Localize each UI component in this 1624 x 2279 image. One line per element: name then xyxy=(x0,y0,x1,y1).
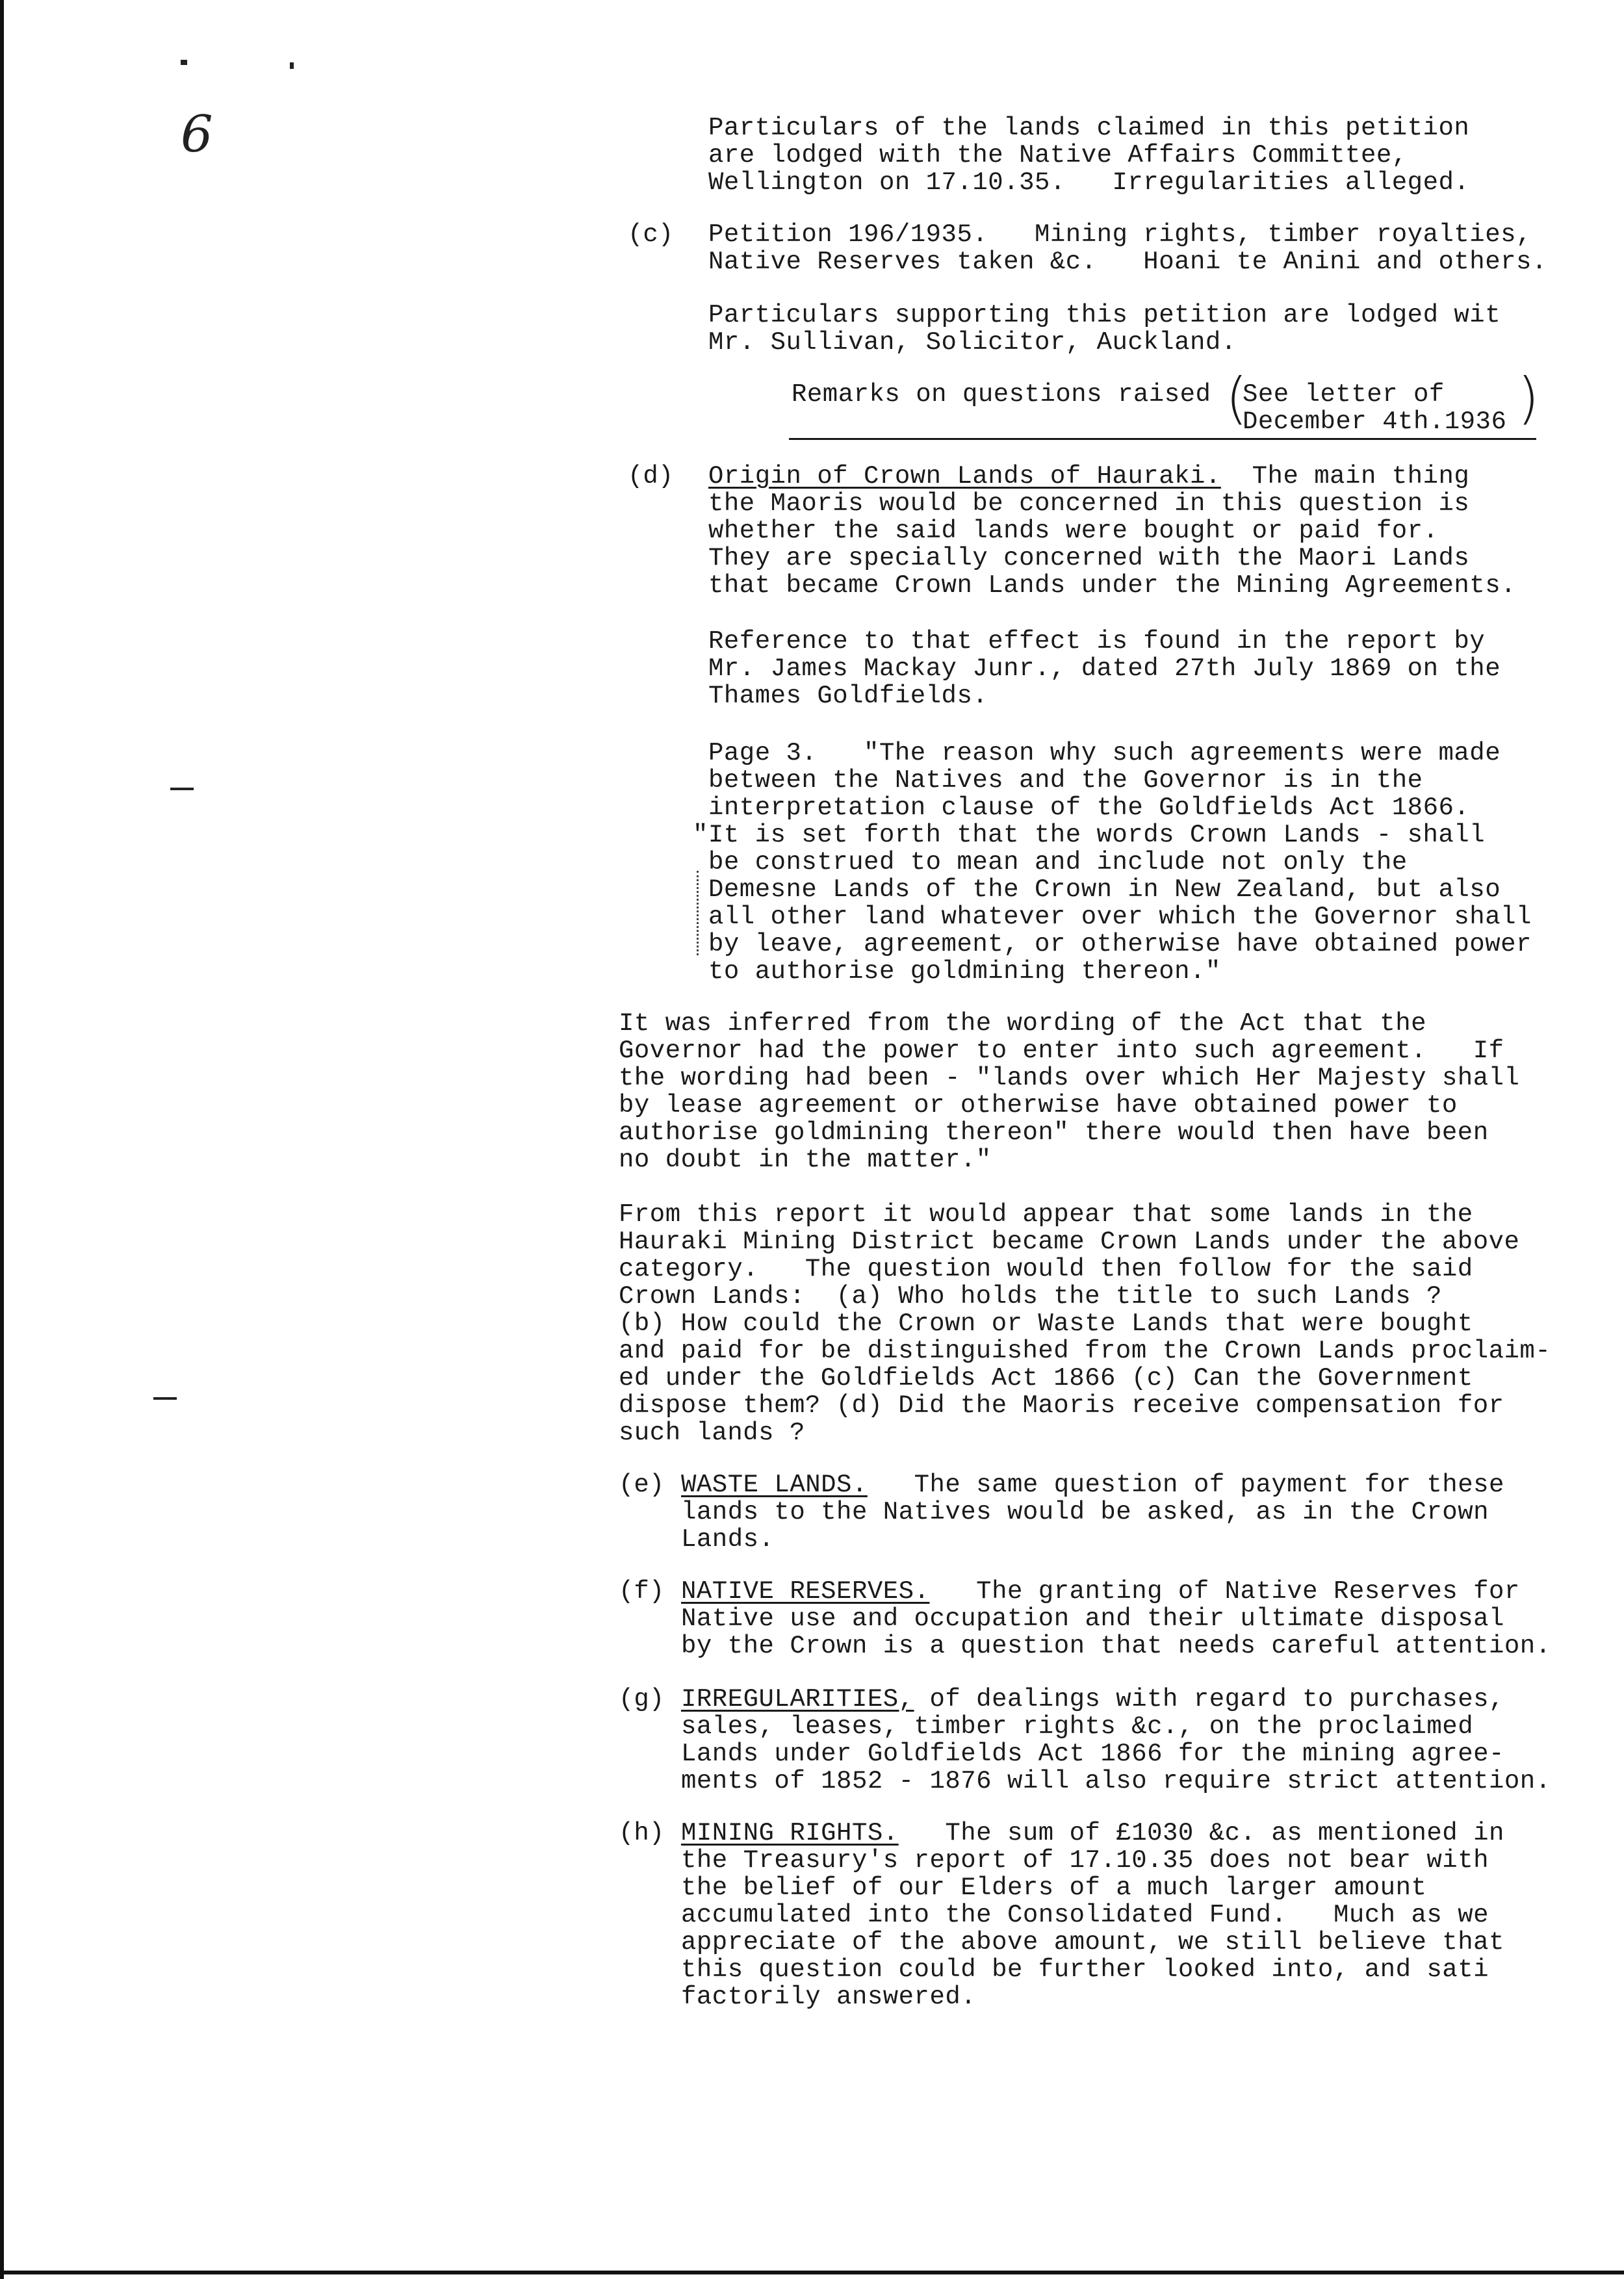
text-line: Particulars of the lands claimed in this petition xyxy=(708,114,1470,142)
text-line: Particulars supporting this petition are lodged wit xyxy=(708,301,1501,329)
section-label: (c) xyxy=(628,220,674,249)
text-line: category. The question would then follow for the said xyxy=(619,1255,1473,1283)
section-label: (d) xyxy=(628,462,674,491)
text-line: this question could be further looked into, and sati xyxy=(681,1955,1489,1984)
text-line: to authorise goldmining thereon." xyxy=(708,957,1221,986)
text-line: Reference to that effect is found in the report by xyxy=(708,627,1486,656)
text-line: factorily answered. xyxy=(681,1983,977,2011)
text-line: lands to the Natives would be asked, as in the Crown xyxy=(681,1498,1489,1526)
section-label: (f) xyxy=(619,1577,665,1606)
scan-speck xyxy=(181,60,187,65)
text-line: Demesne Lands of the Crown in New Zealand, but also xyxy=(708,875,1501,904)
text-line: authorise goldmining thereon" there would then have been xyxy=(619,1118,1489,1147)
text-line: It was inferred from the wording of the Act that the xyxy=(619,1009,1426,1038)
text-line: Mr. James Mackay Junr., dated 27th July 1869 on the xyxy=(708,654,1501,683)
text-line: all other land whatever over which the Governor shall xyxy=(708,903,1532,931)
scan-border-bottom xyxy=(0,2271,1624,2274)
text-line: accumulated into the Consolidated Fund. Much as we xyxy=(681,1901,1489,1929)
text-line: that became Crown Lands under the Mining Agreements. xyxy=(708,571,1516,600)
text-line xyxy=(681,1577,1520,1606)
text-line: ed under the Goldfields Act 1866 (c) Can the Government xyxy=(619,1364,1473,1393)
text-line: whether the said lands were bought or paid for. xyxy=(708,517,1439,545)
text-line: interpretation clause of the Goldfields Act 1866. xyxy=(708,793,1470,822)
right-brace: ) xyxy=(1517,366,1540,431)
text-line: be construed to mean and include not only the xyxy=(708,848,1408,877)
scan-speck xyxy=(290,62,294,69)
title-continuation: The granting of Native Reserves for xyxy=(929,1577,1520,1606)
section-title: NATIVE RESERVES. xyxy=(681,1577,930,1606)
section-label: (g) xyxy=(619,1685,665,1714)
text-line: Petition 196/1935. Mining rights, timber royalties, xyxy=(708,220,1532,249)
margin-dash xyxy=(170,788,194,790)
text-line: (b) How could the Crown or Waste Lands that were bought xyxy=(619,1309,1473,1338)
section-title: IRREGULARITIES, xyxy=(681,1685,914,1714)
text-line: by lease agreement or otherwise have obtained power to xyxy=(619,1091,1458,1120)
section-title: Origin of Crown Lands of Hauraki. xyxy=(708,462,1221,491)
see-letter-date: December 4th.1936 xyxy=(1243,407,1507,436)
title-continuation: The same question of payment for these xyxy=(867,1471,1504,1499)
title-continuation: The main thing xyxy=(1220,462,1470,491)
margin-dash xyxy=(153,1397,177,1400)
left-brace: ( xyxy=(1226,366,1248,431)
section-label: (e) xyxy=(619,1471,665,1499)
text-line xyxy=(708,462,1469,491)
text-line: dispose them? (d) Did the Maoris receive compensation for xyxy=(619,1391,1504,1420)
text-line: appreciate of the above amount, we still believe that xyxy=(681,1928,1504,1957)
title-continuation: The sum of £1030 &c. as mentioned in xyxy=(898,1819,1504,1848)
text-line: sales, leases, timber rights &c., on the proclaimed xyxy=(681,1712,1474,1741)
text-line xyxy=(681,1819,1504,1848)
page-number: 6 xyxy=(181,105,213,164)
text-line: the wording had been - "lands over which Her Majesty shall xyxy=(619,1064,1520,1092)
section-title: WASTE LANDS. xyxy=(681,1471,868,1499)
text-line: and paid for be distinguished from the Crown Lands proclaim- xyxy=(619,1337,1551,1365)
scan-border-left xyxy=(0,0,4,2279)
text-line: the Maoris would be concerned in this question is xyxy=(708,489,1470,518)
text-line: by leave, agreement, or otherwise have obtained power xyxy=(708,930,1532,959)
text-line: From this report it would appear that some lands in the xyxy=(619,1200,1473,1229)
text-line: Lands. xyxy=(681,1525,775,1554)
text-line: no doubt in the matter." xyxy=(619,1146,992,1174)
text-line xyxy=(681,1685,1504,1714)
remarks-heading: Remarks on questions raised xyxy=(792,380,1211,409)
text-line: Native use and occupation and their ultimate disposal xyxy=(681,1604,1504,1633)
text-line: Page 3. "The reason why such agreements were made xyxy=(708,739,1501,767)
text-line: "It is set forth that the words Crown Lands - shall xyxy=(693,821,1486,849)
text-line: by the Crown is a question that needs careful attention. xyxy=(681,1632,1551,1660)
text-line: Crown Lands: (a) Who holds the title to such Lands ? xyxy=(619,1282,1442,1311)
text-line: the Treasury's report of 17.10.35 does not bear with xyxy=(681,1846,1489,1875)
see-letter-line: See letter of xyxy=(1243,380,1445,409)
text-line: Mr. Sullivan, Solicitor, Auckland. xyxy=(708,328,1237,357)
text-line: Thames Goldfields. xyxy=(708,682,988,710)
text-line: between the Natives and the Governor is in the xyxy=(708,766,1423,795)
text-line: the belief of our Elders of a much larger amount xyxy=(681,1873,1427,1902)
section-title: MINING RIGHTS. xyxy=(681,1819,899,1848)
text-line: Wellington on 17.10.35. Irregularities alleged. xyxy=(708,168,1470,197)
text-line: Native Reserves taken &c. Hoani te Anini and others. xyxy=(708,248,1547,276)
section-label: (h) xyxy=(619,1819,665,1848)
text-line: They are specially concerned with the Maori Lands xyxy=(708,544,1470,573)
text-line: ments of 1852 - 1876 will also require strict attention. xyxy=(681,1767,1551,1796)
text-line: Lands under Goldfields Act 1866 for the mining agree- xyxy=(681,1740,1504,1768)
text-line: such lands ? xyxy=(619,1419,805,1447)
title-continuation: of dealings with regard to purchases, xyxy=(914,1685,1504,1714)
text-line xyxy=(681,1471,1504,1499)
margin-mark xyxy=(697,871,699,955)
remarks-underline xyxy=(789,438,1536,440)
text-line: Governor had the power to enter into such agreement. If xyxy=(619,1036,1504,1065)
text-line: Hauraki Mining District became Crown Lands under the above xyxy=(619,1228,1520,1256)
text-line: are lodged with the Native Affairs Committee, xyxy=(708,141,1408,170)
